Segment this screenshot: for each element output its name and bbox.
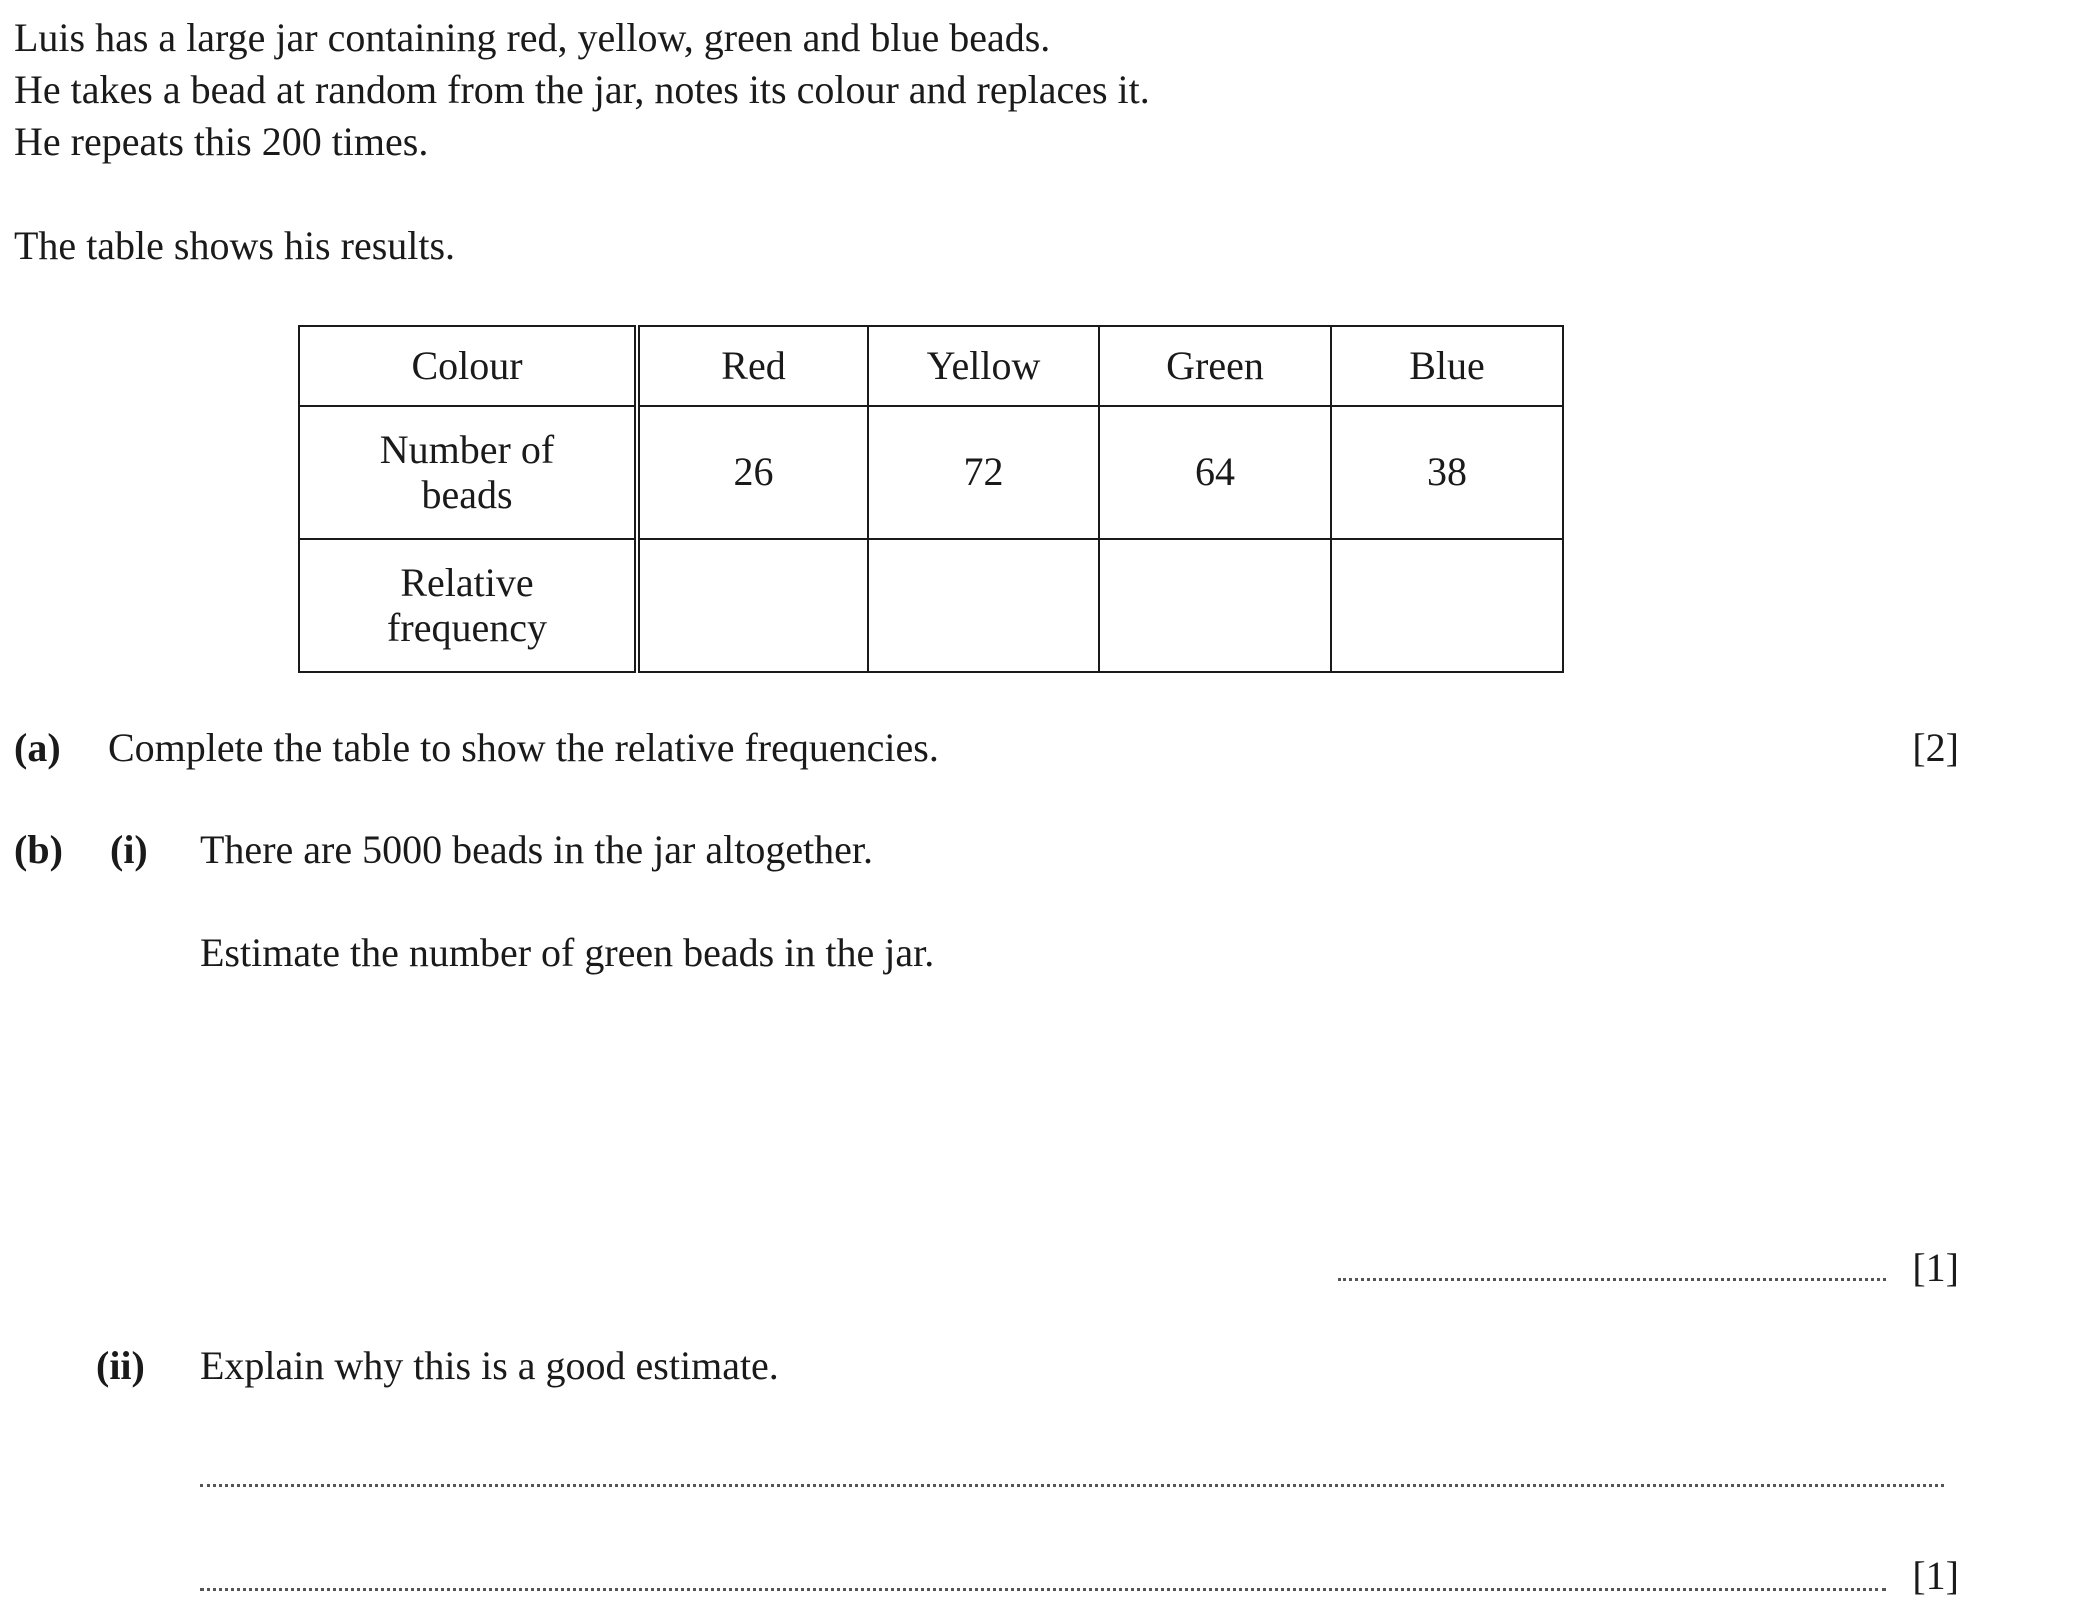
part-a-text: Complete the table to show the relative frequencies. [108, 725, 939, 770]
row-header-number-of-beads [299, 406, 637, 539]
part-b-ii-marks: [1] [1912, 1553, 1959, 1598]
answer-line-b-i[interactable] [1338, 1278, 1886, 1281]
part-b-i-marks: [1] [1912, 1245, 1959, 1290]
colour-cell-yellow: Yellow [868, 326, 1099, 406]
colour-cell-blue: Blue [1331, 326, 1563, 406]
results-table [298, 325, 1564, 673]
intro-line-1: Luis has a large jar containing red, yellow, green and blue beads. [14, 15, 1051, 60]
answer-line-b-ii-2[interactable] [200, 1588, 1886, 1591]
part-b-i-label: (i) [110, 827, 148, 872]
row-header-colour: Colour [299, 326, 637, 406]
intro-line-4: The table shows his results. [14, 223, 456, 268]
answer-line-b-ii-1[interactable] [200, 1484, 1944, 1487]
count-cell-green: 64 [1099, 406, 1331, 539]
relative-frequency-cell-yellow[interactable] [868, 539, 1099, 672]
part-b-ii-label: (ii) [96, 1343, 145, 1388]
part-a-marks: [2] [1912, 725, 1959, 770]
relative-frequency-cell-green[interactable] [1099, 539, 1331, 672]
colour-row [299, 326, 1563, 406]
part-a-label: (a) [14, 725, 61, 770]
part-b-ii-text: Explain why this is a good estimate. [200, 1343, 779, 1388]
colour-cell-red: Red [637, 326, 868, 406]
relative-frequency-cell-red[interactable] [637, 539, 868, 672]
intro-line-2: He takes a bead at random from the jar, notes its colour and replaces it. [14, 67, 1150, 112]
part-b-label: (b) [14, 827, 63, 872]
intro-line-3: He repeats this 200 times. [14, 119, 429, 164]
count-cell-yellow: 72 [868, 406, 1099, 539]
relative-frequency-cell-blue[interactable] [1331, 539, 1563, 672]
colour-cell-green: Green [1099, 326, 1331, 406]
count-row [299, 406, 1563, 539]
count-cell-blue: 38 [1331, 406, 1563, 539]
part-b-i-prompt: Estimate the number of green beads in the jar. [200, 930, 935, 975]
relative-frequency-row [299, 539, 1563, 672]
row-header-number-label: Number of beads [379, 426, 555, 517]
part-b-i-text: There are 5000 beads in the jar altogether. [200, 827, 874, 872]
row-header-relative-label: Relative frequency [387, 559, 547, 650]
row-header-relative-frequency [299, 539, 637, 672]
count-cell-red: 26 [637, 406, 868, 539]
